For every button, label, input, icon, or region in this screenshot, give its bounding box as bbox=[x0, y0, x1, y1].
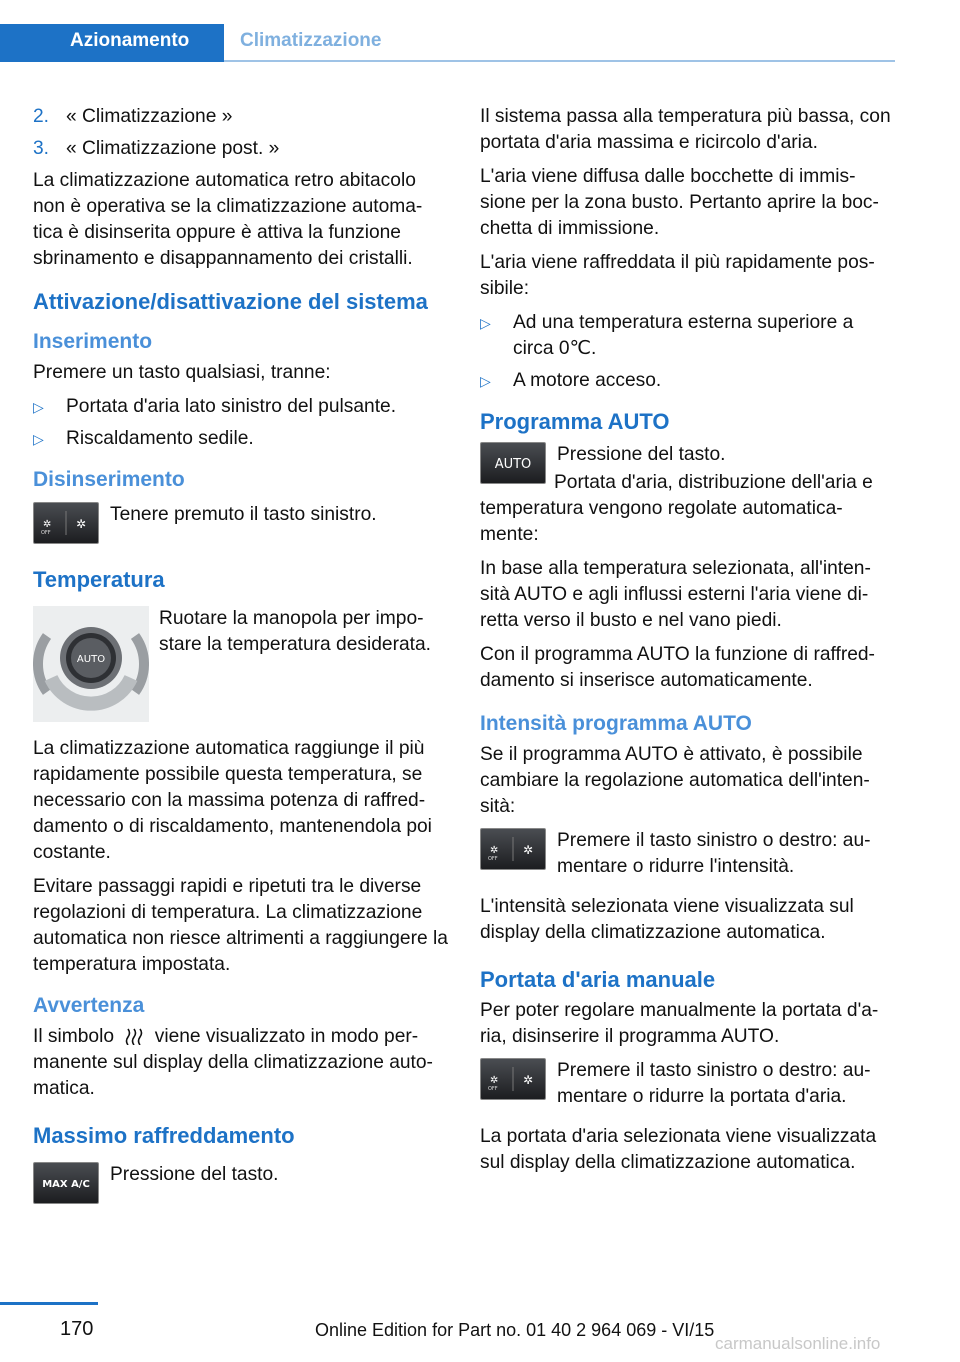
max-ac-key-icon bbox=[33, 1162, 99, 1204]
right-column bbox=[480, 104, 898, 1184]
item-number: 2. bbox=[33, 106, 50, 127]
key-instruction bbox=[33, 502, 451, 544]
item-text: « Climatizzazione post. » bbox=[66, 138, 280, 159]
list-item: ▷ Riscaldamento sedile. bbox=[33, 426, 451, 452]
edition-note: Online Edition for Part no. 01 40 2 964 069 - VI/15 bbox=[315, 1320, 715, 1340]
paragraph: Il sistema passa alla temperatura più bassa, con portata d'aria massima e ricircolo d'aria. bbox=[480, 106, 891, 153]
paragraph: Tenere premuto il tasto sinistro. bbox=[110, 504, 377, 525]
svg-text:✲: ✲ bbox=[523, 843, 534, 857]
paragraph: Premere il tasto sinistro o destro: au‐ mentare o ridurre la portata d'aria. bbox=[557, 1060, 871, 1107]
heading-portata-manuale: Portata d'aria manuale bbox=[480, 967, 716, 992]
fan-key-icon bbox=[33, 502, 99, 544]
left-column bbox=[33, 104, 451, 1218]
heading-disinserimento: Disinserimento bbox=[33, 468, 185, 491]
paragraph: L'aria viene raffreddata il più rapidamente pos‐ sibile: bbox=[480, 252, 875, 299]
watermark: carmanualsonline.info bbox=[715, 1334, 881, 1353]
paragraph: Premere un tasto qualsiasi, tranne: bbox=[33, 362, 331, 383]
paragraph: Con il programma AUTO la funzione di raffred‐ damento si inserisce automaticamente. bbox=[480, 644, 875, 691]
svg-text:✲: ✲ bbox=[490, 845, 499, 856]
svg-text:✲: ✲ bbox=[43, 519, 52, 530]
paragraph: L'aria viene diffusa dalle bocchette di immis‐ sione per la zona busto. Pertanto aprire la boc‐ chetta di immissione. bbox=[480, 166, 879, 239]
bullet-list bbox=[33, 394, 451, 452]
svg-text:MAX A/C: MAX A/C bbox=[42, 1179, 90, 1190]
triangle-bullet-icon: ▷ bbox=[33, 431, 44, 447]
paragraph: Pressione del tasto. bbox=[557, 444, 726, 465]
fan-key-icon bbox=[480, 1058, 546, 1100]
key-instruction bbox=[480, 1058, 898, 1110]
heading-inserimento: Inserimento bbox=[33, 330, 153, 353]
paragraph: L'intensità selezionata viene visualizzata sul display della climatizzazione automatica. bbox=[480, 896, 854, 943]
svg-text:✲: ✲ bbox=[490, 1075, 499, 1086]
key-instruction bbox=[33, 1162, 451, 1204]
heading-avvertenza: Avvertenza bbox=[33, 994, 145, 1017]
paragraph: Portata d'aria, distribuzione dell'aria e temperatura vengono regolate automatica‐ mente: bbox=[480, 472, 873, 545]
knob-instruction bbox=[33, 606, 451, 722]
windshield-heat-icon bbox=[123, 1027, 145, 1045]
footer-rule bbox=[0, 1302, 98, 1305]
list-item: ▷ Ad una temperatura esterna superiore a circa 0℃. bbox=[480, 310, 898, 362]
paragraph: La climatizzazione automatica raggiunge il più rapidamente possibile questa temperatura, se necessario con la massima potenza di raffred‐ damento o di riscaldamento, mantenendola poi costante. bbox=[33, 738, 432, 863]
paragraph: Se il programma AUTO è attivato, è possibile cambiare la regolazione automatica dell'inten‐ sità: bbox=[480, 744, 870, 817]
svg-text:OFF: OFF bbox=[488, 1086, 498, 1092]
paragraph: Evitare passaggi rapidi e ripetuti tra le diverse regolazioni di temperatura. La climatizzazione automatica non riesce altrimenti a raggiungere la temperatura impostata. bbox=[33, 876, 448, 975]
svg-text:OFF: OFF bbox=[488, 856, 498, 862]
heading-programma-auto: Programma AUTO bbox=[480, 409, 670, 434]
header-tab-climatizzazione[interactable]: Climatizzazione bbox=[240, 30, 382, 51]
heading-temperatura: Temperatura bbox=[33, 567, 165, 592]
bullet-list bbox=[480, 310, 898, 394]
paragraph: La portata d'aria selezionata viene visualizzata sul display della climatizzazione automatica. bbox=[480, 1126, 877, 1173]
paragraph: Per poter regolare manualmente la portata d'a‐ ria, disinserire il programma AUTO. bbox=[480, 1000, 879, 1047]
triangle-bullet-icon: ▷ bbox=[480, 315, 491, 331]
paragraph: Premere il tasto sinistro o destro: au‐ mentare o ridurre l'intensità. bbox=[557, 830, 871, 877]
page-number: 170 bbox=[60, 1318, 94, 1340]
paragraph: In base alla temperatura selezionata, all'inten‐ sità AUTO e agli influssi esterni l'aria viene di‐ retta verso il busto e nel vano piedi. bbox=[480, 558, 871, 631]
temperature-knob-icon bbox=[33, 606, 149, 722]
heading-attivazione: Attivazione/disattivazione del sistema bbox=[33, 289, 428, 314]
svg-text:AUTO: AUTO bbox=[76, 654, 106, 665]
header-rule bbox=[224, 60, 895, 62]
paragraph-avvertenza: Il simbolo viene visualizzato in modo per‐ manente sul display della climatizzazione auto‐ matica. bbox=[33, 1026, 433, 1099]
paragraph: Pressione del tasto. bbox=[110, 1164, 279, 1185]
heading-intensita-auto: Intensità programma AUTO bbox=[480, 712, 752, 735]
list-item: ▷ Portata d'aria lato sinistro del pulsante. bbox=[33, 394, 451, 420]
numbered-item bbox=[33, 136, 451, 162]
list-item: ▷ A motore acceso. bbox=[480, 368, 898, 394]
auto-key-icon bbox=[480, 442, 546, 484]
item-text: « Climatizzazione » bbox=[66, 106, 233, 127]
key-instruction bbox=[480, 828, 898, 880]
fan-key-icon bbox=[480, 828, 546, 870]
svg-text:OFF: OFF bbox=[41, 530, 51, 536]
triangle-bullet-icon: ▷ bbox=[33, 399, 44, 415]
heading-massimo-raffreddamento: Massimo raffreddamento bbox=[33, 1123, 295, 1148]
item-number: 3. bbox=[33, 138, 50, 159]
svg-text:AUTO: AUTO bbox=[494, 457, 532, 472]
paragraph: Ruotare la manopola per impo‐ stare la temperatura desiderata. bbox=[159, 608, 431, 655]
paragraph: La climatizzazione automatica retro abitacolo non è operativa se la climatizzazione automa‐ tica è disinserita oppure è attiva la funzione sbrinamento e disappannamento dei cristalli. bbox=[33, 170, 423, 269]
header-tab-azionamento[interactable]: Azionamento bbox=[70, 30, 190, 51]
svg-text:✲: ✲ bbox=[76, 517, 87, 531]
triangle-bullet-icon: ▷ bbox=[480, 373, 491, 389]
numbered-item bbox=[33, 104, 451, 130]
svg-text:✲: ✲ bbox=[523, 1073, 534, 1087]
